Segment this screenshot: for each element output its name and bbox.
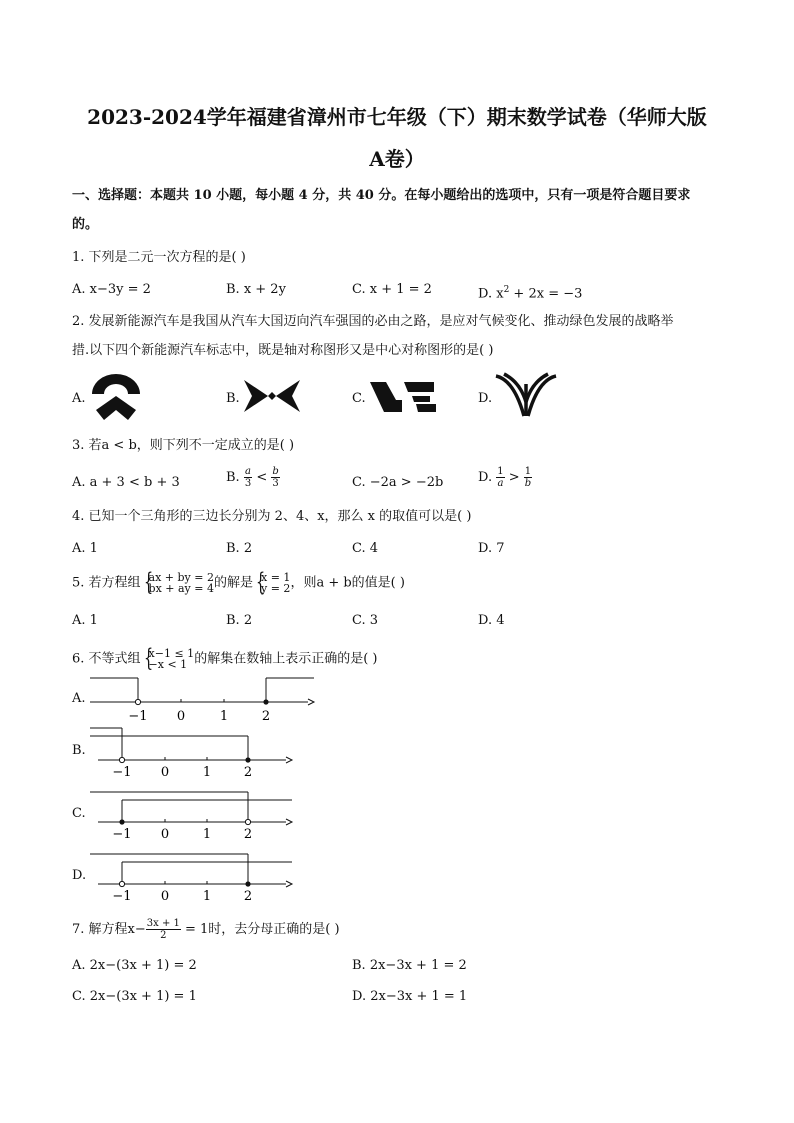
tick-label: 1 bbox=[202, 765, 212, 778]
q6-numberline-d bbox=[86, 846, 296, 902]
q5-stem: 5. 若方程组 { ax + by = 2 bx + ay = 4 的解是 { x = 1 y = 2 ，则a + b的值是( ) bbox=[72, 568, 405, 596]
q2-option-b-label: B. bbox=[226, 391, 240, 406]
q3-option-b: B. $\frac{a}{3}$ < $\frac{b}{3}$ bbox=[226, 466, 279, 489]
q3-stem: 3. 若a < b，则下列不一定成立的是( ) bbox=[72, 438, 295, 453]
tick-label: 2 bbox=[243, 827, 253, 840]
q7-stem: 7. 解方程x− $\frac{3x + 1}{2}$ = 1时，去分母正确的是( ) bbox=[72, 918, 340, 941]
q4-option-d: D. 7 bbox=[478, 541, 505, 556]
q1-stem: 1. 下列是二元一次方程的是( ) bbox=[72, 250, 246, 265]
q7-option-b: B. 2x−3x + 1 = 2 bbox=[352, 958, 467, 973]
tick-label: 2 bbox=[243, 889, 253, 902]
tick-label: 1 bbox=[202, 827, 212, 840]
q3-option-c: C. −2a > −2b bbox=[352, 475, 444, 490]
q7-option-c: C. 2x−(3x + 1) = 1 bbox=[72, 989, 197, 1004]
exam-title-line1: 2023-2024学年福建省漳州市七年级（下）期末数学试卷（华师大版 bbox=[87, 105, 707, 129]
q4-option-c: C. 4 bbox=[352, 541, 379, 556]
q6-numberline-b bbox=[86, 722, 296, 778]
q2-option-d-label: D. bbox=[478, 391, 493, 406]
q2-logo-d bbox=[494, 372, 558, 418]
tick-label: 0 bbox=[160, 827, 170, 840]
exam-title-line2: A卷） bbox=[369, 147, 425, 171]
q1-option-d: D. $x^2 + 2x = -3$ bbox=[478, 285, 583, 302]
q6-numberline-c bbox=[86, 784, 296, 840]
q5-option-c: C. 3 bbox=[352, 613, 379, 628]
q4-stem: 4. 已知一个三角形的三边长分别为 2、4、x，那么 x 的取值可以是( ) bbox=[72, 509, 472, 524]
q5-option-a: A. 1 bbox=[72, 613, 98, 628]
tick-label: 1 bbox=[219, 709, 229, 724]
q2-stem-line2: 措.以下四个新能源汽车标志中，既是轴对称图形又是中心对称图形的是( ) bbox=[72, 343, 494, 358]
tick-label: −1 bbox=[128, 709, 148, 724]
q7-option-d: D. 2x−3x + 1 = 1 bbox=[352, 989, 468, 1004]
q1-option-b: B. x + 2y bbox=[226, 282, 286, 297]
q2-logo-a bbox=[88, 372, 144, 422]
section-heading-line1: 一、选择题：本题共 10 小题，每小题 4 分，共 40 分。在每小题给出的选项中，只有一项是符合题目要求 bbox=[72, 188, 691, 203]
q1-option-c: C. x + 1 = 2 bbox=[352, 282, 432, 297]
tick-label: 0 bbox=[160, 889, 170, 902]
tick-label: 1 bbox=[202, 889, 212, 902]
tick-label: 2 bbox=[243, 765, 253, 778]
q4-option-a: A. 1 bbox=[72, 541, 98, 556]
tick-label: 2 bbox=[261, 709, 271, 724]
q3-option-a: A. a + 3 < b + 3 bbox=[72, 475, 180, 490]
tick-label: −1 bbox=[112, 827, 132, 840]
q2-option-c-label: C. bbox=[352, 391, 366, 406]
q3-option-d: D. $\frac{1}{a}$ > $\frac{1}{b}$ bbox=[478, 466, 532, 489]
q2-option-a-label: A. bbox=[72, 391, 86, 406]
q6-option-d-label: D. bbox=[72, 868, 87, 883]
q1-option-a: A. x−3y = 2 bbox=[72, 282, 151, 297]
q6-option-c-label: C. bbox=[72, 806, 86, 821]
q7-option-a: A. 2x−(3x + 1) = 2 bbox=[72, 958, 197, 973]
q5-option-d: D. 4 bbox=[478, 613, 505, 628]
tick-label: −1 bbox=[112, 889, 132, 902]
q6-stem: 6. 不等式组 { x−1 ≤ 1 −x < 1 的解集在数轴上表示正确的是( ) bbox=[72, 644, 378, 672]
section-heading-line2: 的。 bbox=[72, 217, 99, 232]
q2-logo-c bbox=[368, 380, 438, 414]
q6-numberline-a bbox=[86, 672, 316, 724]
tick-label: 0 bbox=[176, 709, 186, 724]
q6-option-a-label: A. bbox=[72, 691, 86, 706]
q2-logo-b bbox=[242, 376, 302, 416]
q2-stem-line1: 2. 发展新能源汽车是我国从汽车大国迈向汽车强国的必由之路，是应对气候变化、推动绿色发展的战略举 bbox=[72, 314, 674, 329]
tick-label: 0 bbox=[160, 765, 170, 778]
q5-option-b: B. 2 bbox=[226, 613, 253, 628]
q6-option-b-label: B. bbox=[72, 743, 86, 758]
tick-label: −1 bbox=[112, 765, 132, 778]
q4-option-b: B. 2 bbox=[226, 541, 253, 556]
